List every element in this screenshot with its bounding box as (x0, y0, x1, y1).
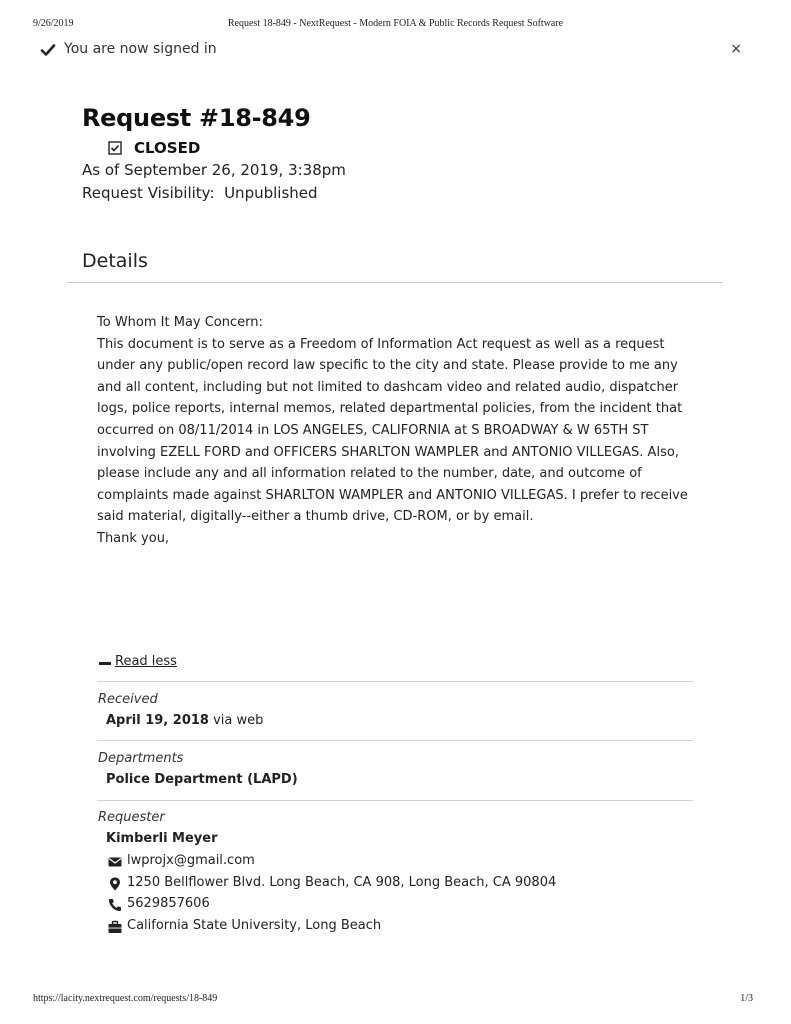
phone-icon (108, 898, 122, 912)
department-name: Police Department (LAPD) (106, 772, 298, 787)
divider (97, 800, 693, 801)
minus-icon (99, 662, 111, 665)
departments-value (106, 772, 298, 787)
divider (97, 681, 693, 682)
requester-name-row (106, 831, 218, 846)
envelope-icon (108, 855, 122, 869)
received-value (106, 713, 263, 728)
map-marker-icon (108, 877, 122, 891)
requester-label: Requester (98, 810, 165, 825)
print-header (0, 18, 791, 32)
as-of-date: As of September 26, 2019, 3:38pm (82, 161, 346, 179)
salutation: To Whom It May Concern: (97, 315, 263, 330)
requester-email: lwprojx@gmail.com (127, 853, 255, 868)
briefcase-icon (108, 920, 122, 934)
request-text: This document is to serve as a Freedom of Information Act request as well as a request under any public/open record law specific to the city and state. Please provide to me any and all content, including but not limited to dashcam video and related audio, dispatcher logs, police reports, internal memos, related departmental policies, from the incident that occurred on 08/11/2014 in LOS ANGELES, CALIFORNIA at S BROADWAY & W 65TH ST involving EZELL FORD and OFFICERS SHARLTON WAMPLER and ANTONIO VILLEGAS. Also, please include any and all information related to the number, date, and outcome of complaints made against SHARLTON WAMPLER and ANTONIO VILLEGAS. I prefer to receive said material, digitally--either a thumb drive, CD-ROM, or by email. (97, 336, 688, 525)
requester-organization: California State University, Long Beach (127, 918, 382, 933)
requester-phone: 5629857606 (127, 896, 210, 911)
print-page-number: 1/3 (740, 993, 753, 1004)
divider (67, 282, 723, 283)
request-description (97, 312, 697, 550)
received-via: via web (208, 713, 264, 728)
signed-in-flash (40, 40, 752, 62)
status-label: CLOSED (134, 139, 201, 157)
print-page-title: Request 18-849 - NextRequest - Modern FOIA & Public Records Request Software (227, 18, 564, 29)
closing: Thank you, (97, 530, 170, 546)
visibility-value: Unpublished (224, 184, 318, 202)
page-title: Request #18-849 (82, 104, 311, 132)
visibility-label: Request Visibility: (82, 184, 215, 202)
flash-message: You are now signed in (64, 41, 217, 57)
requester-name: Kimberli Meyer (106, 831, 218, 846)
divider (97, 740, 693, 741)
departments-label: Departments (98, 751, 184, 766)
details-heading: Details (82, 250, 148, 272)
close-icon[interactable]: × (730, 41, 742, 57)
print-date: 9/26/2019 (33, 18, 74, 29)
checkbox-checked-icon (108, 141, 122, 155)
requester-address: 1250 Bellflower Blvd. Long Beach, CA 908, Long Beach, CA 90804 (127, 875, 557, 890)
read-less-label[interactable]: Read less (115, 654, 177, 669)
received-date: April 19, 2018 (106, 713, 209, 728)
print-url: https://lacity.nextrequest.com/requests/18-849 (33, 993, 218, 1004)
request-visibility (82, 184, 318, 202)
check-icon (40, 42, 56, 58)
received-label: Received (98, 692, 158, 707)
print-footer (0, 993, 791, 1007)
